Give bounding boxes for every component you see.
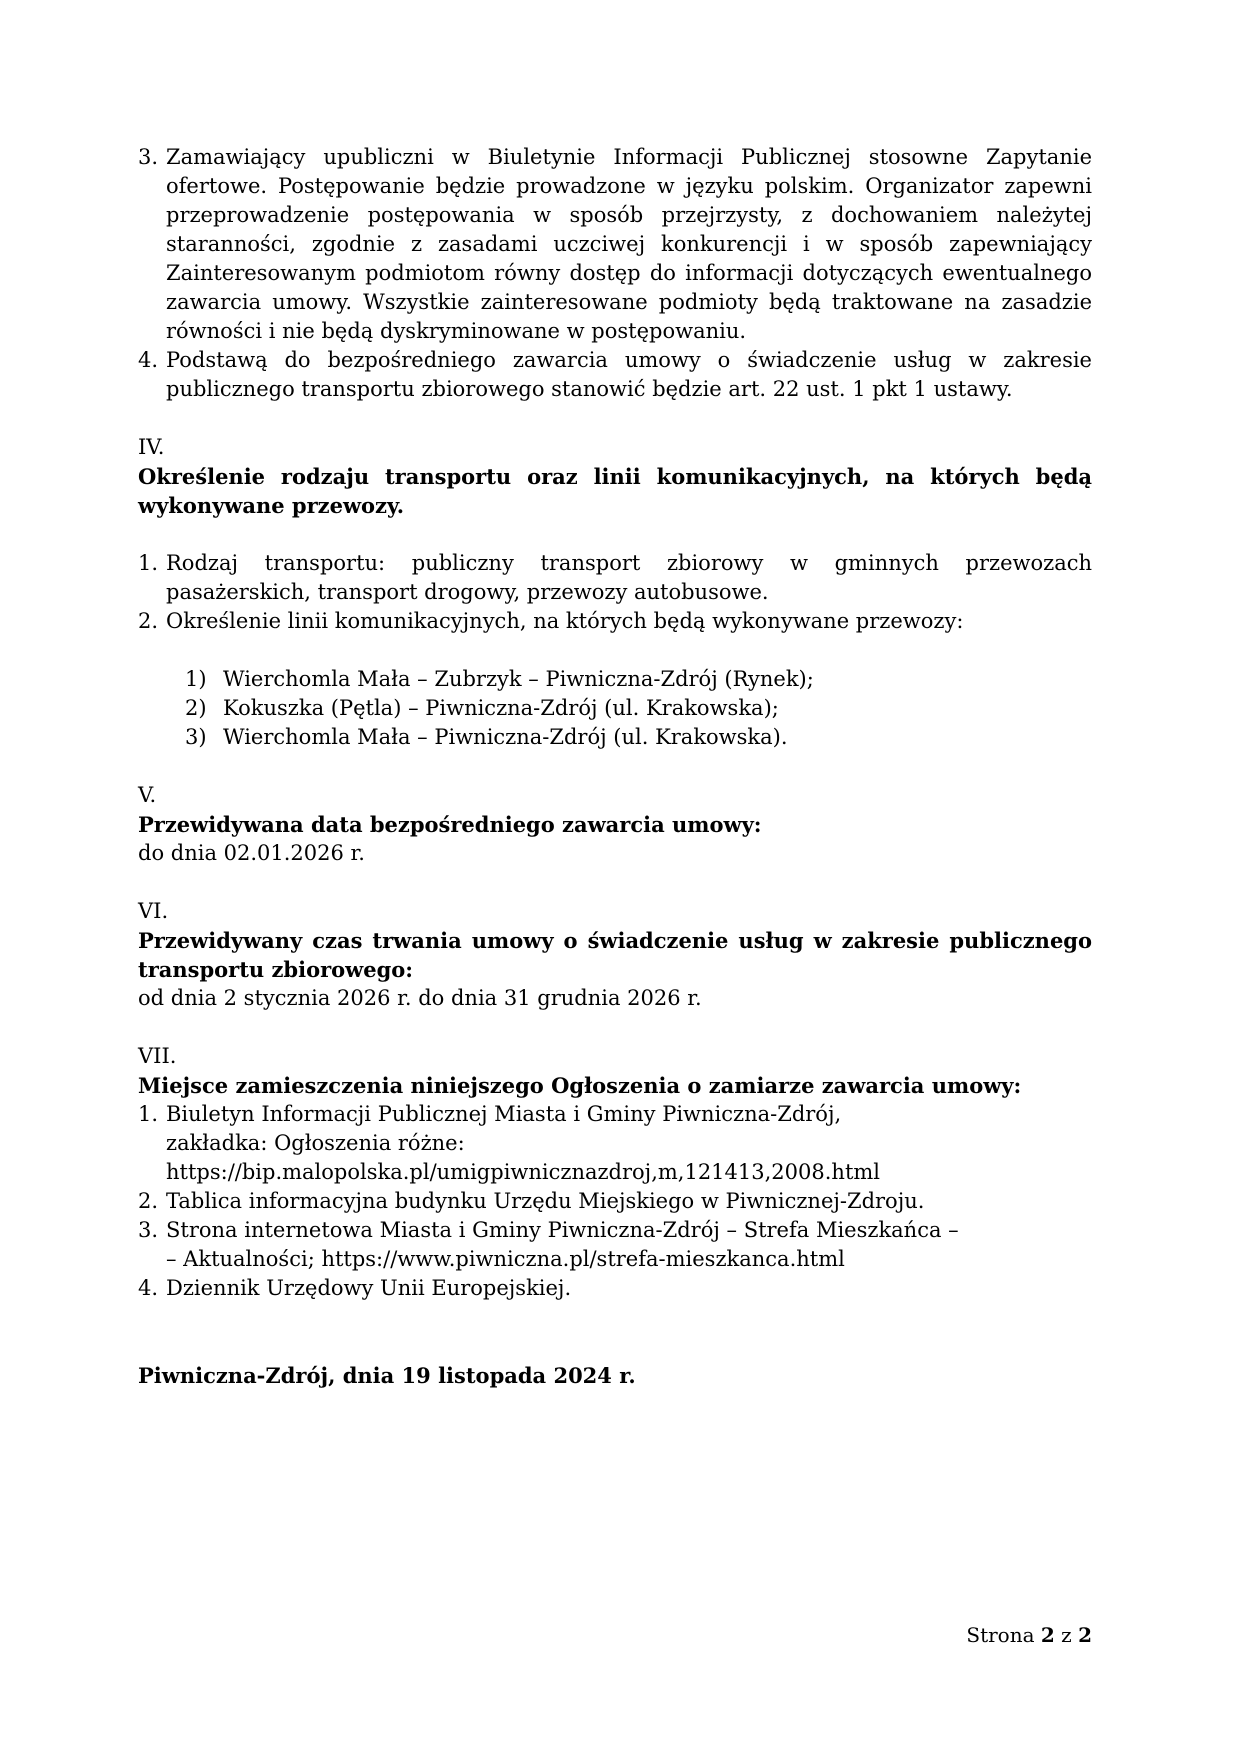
section-v-heading: Przewidywana data bezpośredniego zawarcia umowy:	[138, 812, 762, 837]
route-item-text: Wierchomla Mała – Piwniczna-Zdrój (ul. Krakowska).	[223, 725, 788, 749]
spacer	[138, 868, 1092, 897]
footer-separator: z	[1061, 1623, 1072, 1647]
publication-item	[138, 1100, 1092, 1187]
publication-item-number: 1.	[138, 1102, 159, 1126]
page-footer	[966, 1622, 1092, 1648]
list-item-number: 1.	[138, 551, 159, 575]
section-v-numeral: V.	[138, 783, 157, 807]
list-item-text: Podstawą do bezpośredniego zawarcia umowy o świadczenie usług w zakresie publicznego transportu zbiorowego stanowić będzie art. 22 ust. 1 pkt 1 ustawy.	[166, 348, 1092, 401]
section-vii-numeral: VII.	[138, 1044, 177, 1068]
list-item-text: Określenie linii komunikacyjnych, na których będą wykonywane przewozy:	[166, 609, 964, 633]
publication-item-text: Dziennik Urzędowy Unii Europejskiej.	[166, 1276, 572, 1300]
publication-item-line: Strona internetowa Miasta i Gminy Piwniczna-Zdrój – Strefa Mieszkańca –	[166, 1218, 959, 1242]
list-item-number: 4.	[138, 348, 159, 372]
section-vi-numeral: VI.	[138, 899, 169, 923]
route-item-text: Wierchomla Mała – Zubrzyk – Piwniczna-Zdrój (Rynek);	[223, 667, 814, 691]
list-item-number: 2.	[138, 609, 159, 633]
spacer	[138, 1332, 1092, 1361]
section-v-body: do dnia 02.01.2026 r.	[138, 841, 365, 865]
list-item-text: Rodzaj transportu: publiczny transport zbiorowy w gminnych przewozach pasażerskich, transport drogowy, przewozy autobusowe.	[166, 551, 1092, 604]
list-item	[138, 549, 1092, 607]
route-item-text: Kokuszka (Pętla) – Piwniczna-Zdrój (ul. Krakowska);	[223, 696, 779, 720]
publication-item-line: Biuletyn Informacji Publicznej Miasta i Gminy Piwniczna-Zdrój,	[166, 1102, 842, 1126]
spacer	[138, 404, 1092, 433]
list-item-4	[138, 346, 1092, 404]
section-iv-numeral: IV.	[138, 435, 165, 459]
spacer	[138, 1303, 1092, 1332]
footer-label: Strona	[966, 1623, 1035, 1647]
spacer	[138, 636, 1092, 665]
route-item-number: 1)	[185, 667, 207, 691]
publication-item-url: https://bip.malopolska.pl/umigpiwnicznazdroj,m,121413,2008.html	[166, 1160, 881, 1184]
route-item-number: 3)	[185, 725, 207, 749]
section-vi-heading: Przewidywany czas trwania umowy o świadczenie usług w zakresie publicznego transportu zbiorowego:	[138, 928, 1092, 982]
publication-item	[138, 1216, 1092, 1274]
list-item	[138, 607, 1092, 636]
spacer	[138, 520, 1092, 549]
route-item	[185, 723, 1092, 752]
publication-item	[138, 1187, 1092, 1216]
publication-item-text: Tablica informacyjna budynku Urzędu Miejskiego w Piwnicznej-Zdroju.	[166, 1189, 925, 1213]
list-item-3	[138, 143, 1092, 346]
place-date-line: Piwniczna-Zdrój, dnia 19 listopada 2024 r.	[138, 1363, 636, 1388]
publication-item-number: 3.	[138, 1218, 159, 1242]
route-item	[185, 665, 1092, 694]
publication-item-line: zakładka: Ogłoszenia różne:	[166, 1131, 465, 1155]
route-item	[185, 694, 1092, 723]
publication-item-url: – Aktualności; https://www.piwniczna.pl/strefa-mieszkanca.html	[166, 1247, 845, 1271]
footer-page-number: 2	[1040, 1623, 1055, 1647]
footer-total-pages: 2	[1078, 1623, 1092, 1647]
route-item-number: 2)	[185, 696, 207, 720]
spacer	[138, 752, 1092, 781]
publication-item-number: 2.	[138, 1189, 159, 1213]
section-iv-heading: Określenie rodzaju transportu oraz linii komunikacyjnych, na których będą wykonywane przewozy.	[138, 464, 1092, 518]
publication-item-number: 4.	[138, 1276, 159, 1300]
section-vii-heading: Miejsce zamieszczenia niniejszego Ogłoszenia o zamiarze zawarcia umowy:	[138, 1073, 1022, 1098]
list-item-text: Zamawiający upubliczni w Biuletynie Informacji Publicznej stosowne Zapytanie ofertowe. Postępowanie będzie prowadzone w języku polskim. Organizator zapewni przeprowadzenie postępowania w sposób przejrzysty, z dochowaniem należytej staranności, zgodnie z zasadami uczciwej konkurencji i w sposób zapewniający Zainteresowanym podmiotom równy dostęp do informacji dotyczących ewentualnego zawarcia umowy. Wszystkie zainteresowane podmioty będą traktowane na zasadzie równości i nie będą dyskryminowane w postępowaniu.	[166, 145, 1092, 343]
spacer	[138, 1013, 1092, 1042]
section-vi-body: od dnia 2 stycznia 2026 r. do dnia 31 grudnia 2026 r.	[138, 986, 702, 1010]
page-content	[138, 143, 1092, 1390]
publication-item	[138, 1274, 1092, 1303]
list-item-number: 3.	[138, 145, 159, 169]
